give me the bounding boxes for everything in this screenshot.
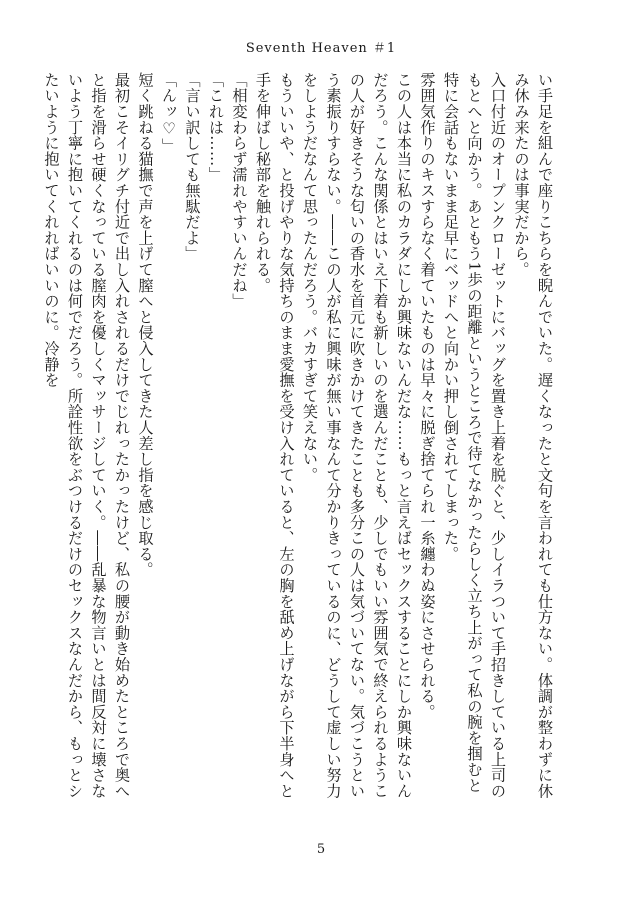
body-text: [42, 72, 556, 802]
paragraph: 雰囲気作りのキスすらなく着ていたものは早々に脱ぎ捨てられ一糸纏わぬ姿にさせられる。: [418, 72, 437, 720]
paragraph: もういいや、と投げやりな気持ちのまま愛撫を受け入れていると、左の胸を舐め上げながら下半身へと手を伸ばし秘部を触れられる。: [254, 72, 296, 799]
paragraph: 最初こそイリグチ付近で出し入れされるだけでじれったかったけど、私の腰が動き始めたところで奥へと指を滑らせ硬くなっている膣肉を優しくマッサージしていく。――乱暴な物言いとは間反対に壊さないよう丁寧に抱いてくれるのは何でだろう。所詮性欲をぶつけるだけのセックスなんだから、もっとシたいように抱いてくれればいいのに。冷静を: [42, 72, 131, 799]
paragraph: い手足を組んで座りこちらを睨んでいた。遅くなったと文句を言われても仕方ない。体調が整わずに休み休み来たのは事実だから。: [512, 72, 554, 799]
dialogue-line: 「これは……」: [207, 72, 225, 183]
paragraph: 短く跳ねる猫撫で声を上げて膣へと侵入してきた人差し指を感じ取る。: [136, 72, 155, 578]
paragraph: 入口付近のオープンクローゼットにバッグを置き上着を脱ぐと、少しイラついて手招きしている上司のもとへと向かう。あともう1歩の距離というところで待てなかったらしく立ち上がって私の腕を掴むと特に会話もないまま足早にベッドへと向かい押し倒されてしまった。: [442, 72, 507, 799]
page-number: 5: [316, 842, 326, 857]
paragraph: この人は本当に私のカラダにしか興味ないんだな……もっと言えばセックスすることにしか興味ないんだろう。こんな関係とはいえ下着も新しいのを選んだことも、少しでもいい雰囲気で終えられるようこの人が好きそうな匂いの香水を首元に吹きかけてきたことも多分この人は気づいてない。気づこうという素振りすらない。――この人が私に興味が無い事なんて分かりきっているのに、どうして虚しい努力をしようだなんて思ったんだろう。バカすぎて笑えない。: [301, 72, 413, 799]
running-head: Seventh Heaven ＃1: [245, 41, 397, 56]
dialogue-line: 「相変わらず濡れやすいんだね」: [230, 72, 249, 309]
dialogue-line: 「んッ♡」: [160, 72, 178, 154]
dialogue-line: 「言い訳しても無駄だよ」: [183, 72, 202, 262]
